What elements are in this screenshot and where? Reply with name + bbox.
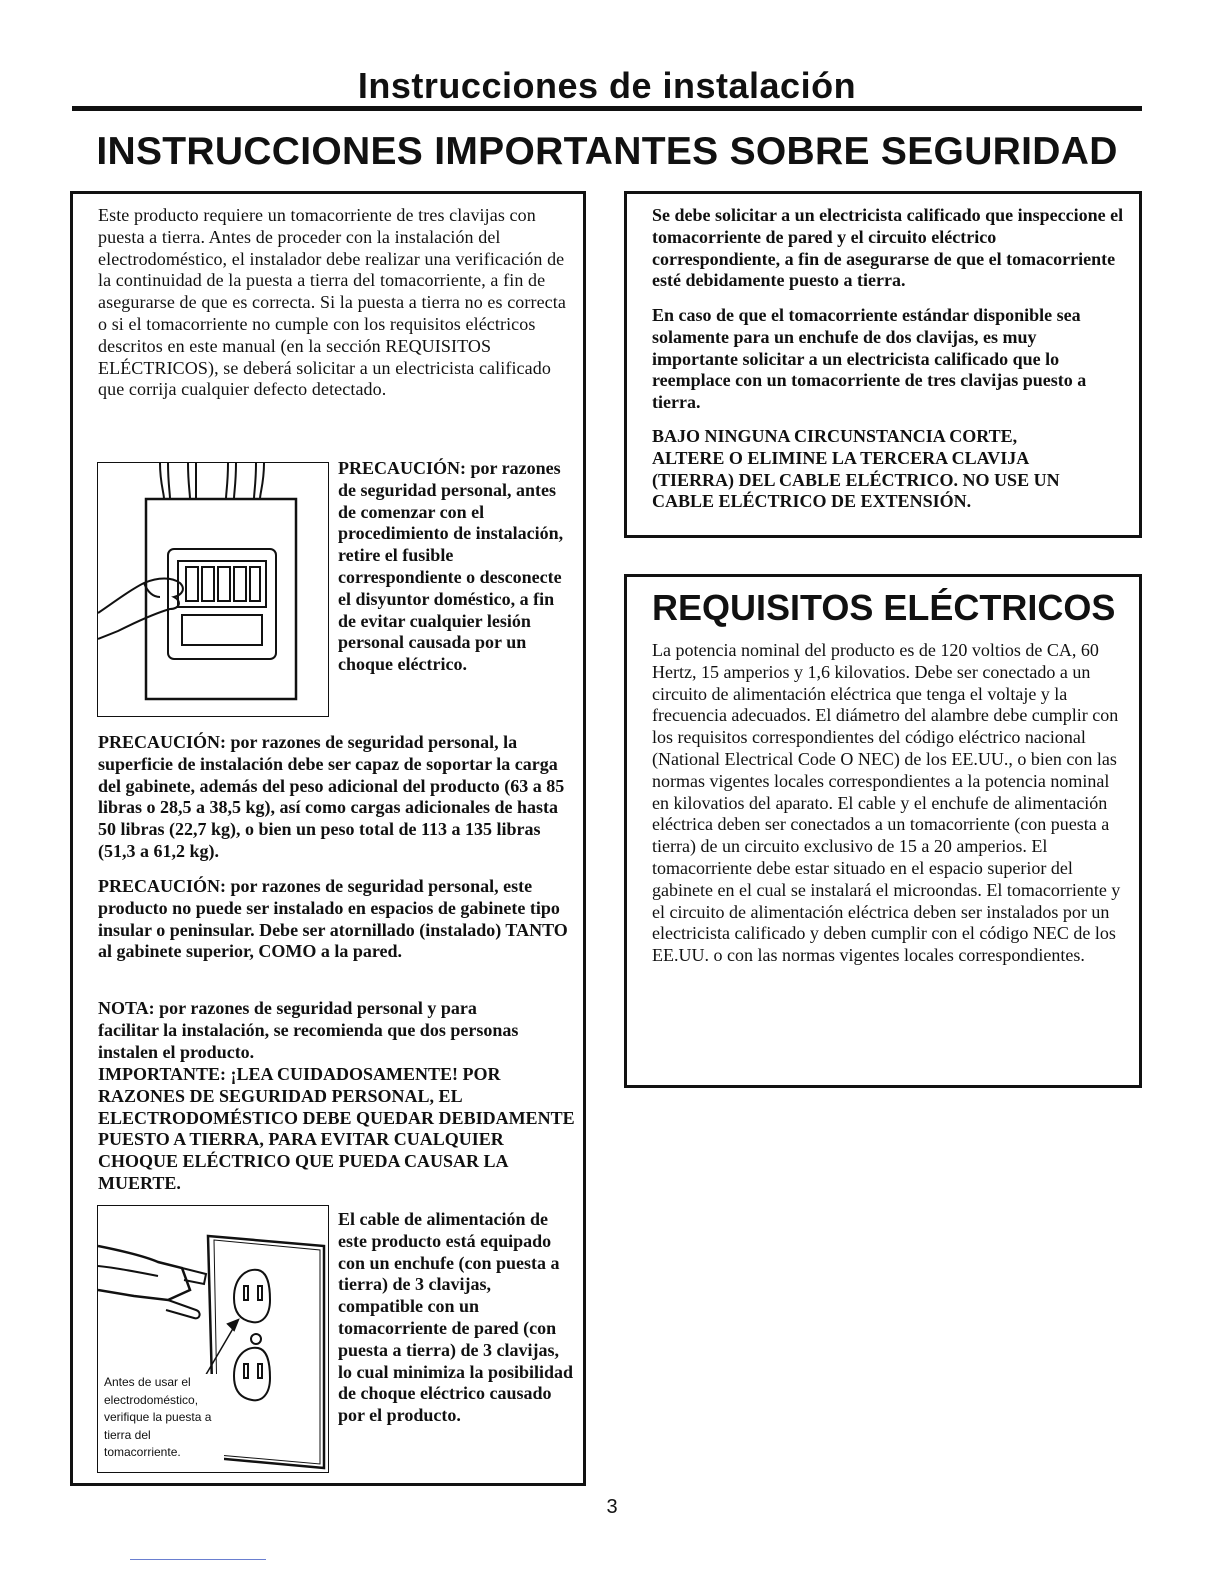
electrical-requirements-title: REQUISITOS ELÉCTRICOS [652, 587, 1116, 628]
intro-paragraph: Este producto requiere un tomacorriente de tres clavijas con puesta a tierra. Antes de proceder con la instalación del electrodoméstico, el instalador debe realizar una verificación de la continuidad de la puesta a tierra del tomacorriente, a fin de asegurarse de que es correcta. Si la puesta a tierra no es correcta o si el tomacorriente no cumple con los requisitos eléctricos descritos en este manual (en la sección REQUISITOS ELÉCTRICOS), se deberá solicitar a un electricista calificado que corrija cualquier defecto detectado. [98, 205, 566, 400]
ground-prong-warning-paragraph: BAJO NINGUNA CIRCUNSTANCIA CORTE, ALTERE O ELIMINE LA TERCERA CLAVIJA (TIERRA) DEL CABLE ELÉCTRICO. NO USE UN CABLE ELÉCTRICO DE EXTENSIÓN. [652, 426, 1060, 512]
page-title: INSTRUCCIONES IMPORTANTES SOBRE SEGURIDAD [96, 130, 1118, 173]
caution-surface-paragraph: PRECAUCIÓN: por razones de seguridad personal, la superficie de instalación debe ser capaz de soportar la carga del gabinete, además del peso adicional del producto (63 a 85 libras o 28,5 a 38,5 kg), así como cargas adicionales de hasta 50 libras (22,7 kg), o bien un peso total de 113 a 135 libras (51,3 a 61,2 kg). [98, 732, 565, 861]
two-prong-outlet-paragraph: En caso de que el tomacorriente estándar disponible sea solamente para un enchufe de dos clavijas, es muy importante solicitar a un electricista calificado que lo reemplace con un tomacorriente de tres clavijas puesto a tierra. [652, 305, 1087, 413]
caution-fuse-paragraph: PRECAUCIÓN: por razones de seguridad personal, antes de comenzar con el procedimiento de instalación, retire el fusible correspondiente o desconecte el disyuntor doméstico, a fin de evitar cualquier lesión personal causada por un choque eléctrico. [338, 458, 564, 675]
page-number: 3 [606, 1496, 618, 1518]
electrical-requirements-paragraph: La potencia nominal del producto es de 120 voltios de CA, 60 Hertz, 15 amperios y 1,6 kilovatios. Debe ser conectado a un circuito de alimentación eléctrica que tenga el voltaje y la frecuencia adecuados. El diámetro del alambre debe cumplir con los requisitos correspondientes del código eléctrico nacional (National Electrical Code O NEC) de los EE.UU., o bien con las normas vigentes locales correspondientes a la potencia nominal en kilovatios del aparato. El cable y el enchufe de alimentación eléctrica deben ser conectados a un tomacorriente (con puesta a tierra) de un circuito exclusivo de 15 a 20 amperios. El tomacorriente debe estar situado en el espacio superior del gabinete en el cual se instalará el microondas. El tomacorriente y el circuito de alimentación eléctrica deben ser instalados por un electricista calificado y deben cumplir con el código NEC de los EE.UU. o con las normas vigentes locales correspondientes. [652, 640, 1121, 966]
breaker-panel-illustration [97, 462, 329, 717]
electrician-inspection-paragraph: Se debe solicitar a un electricista calificado que inspeccione el tomacorriente de pared y el circuito eléctrico correspondiente, a fin de asegurarse de que el tomacorriente esté debidamente puesto a tierra. [652, 205, 1124, 291]
breaker-panel-icon [98, 463, 327, 715]
note-paragraph: NOTA: por razones de seguridad personal y para facilitar la instalación, se recomienda que dos personas instalen el producto. [98, 998, 519, 1062]
caution-island-paragraph: PRECAUCIÓN: por razones de seguridad personal, este producto no puede ser instalado en espacios de gabinete tipo insular o peninsular. Debe ser atornillado (instalado) TANTO al gabinete superior, COMO a la pared. [98, 876, 568, 962]
footer-link-line [130, 1559, 266, 1560]
page-section-header: Instrucciones de instalación [357, 65, 857, 106]
power-cord-paragraph: El cable de alimentación de este producto está equipado con un enchufe (con puesta a tierra) de 3 clavijas, compatible con un tomacorriente de pared (con puesta a tierra) de 3 clavijas, lo cual minimiza la posibilidad de choque eléctrico causado por el producto. [338, 1209, 574, 1426]
outlet-figure-caption: Antes de usar el electrodoméstico, verifique la puesta a tierra del tomacorriente. [104, 1374, 224, 1462]
important-warning-paragraph: IMPORTANTE: ¡LEA CUIDADOSAMENTE! POR RAZONES DE SEGURIDAD PERSONAL, EL ELECTRODOMÉSTICO DEBE QUEDAR DEBIDAMENTE PUESTO A TIERRA, PARA EVITAR CUALQUIER CHOQUE ELÉCTRICO QUE PUEDA CAUSAR LA MUERTE. [98, 1064, 575, 1193]
header-rule [72, 106, 1142, 111]
